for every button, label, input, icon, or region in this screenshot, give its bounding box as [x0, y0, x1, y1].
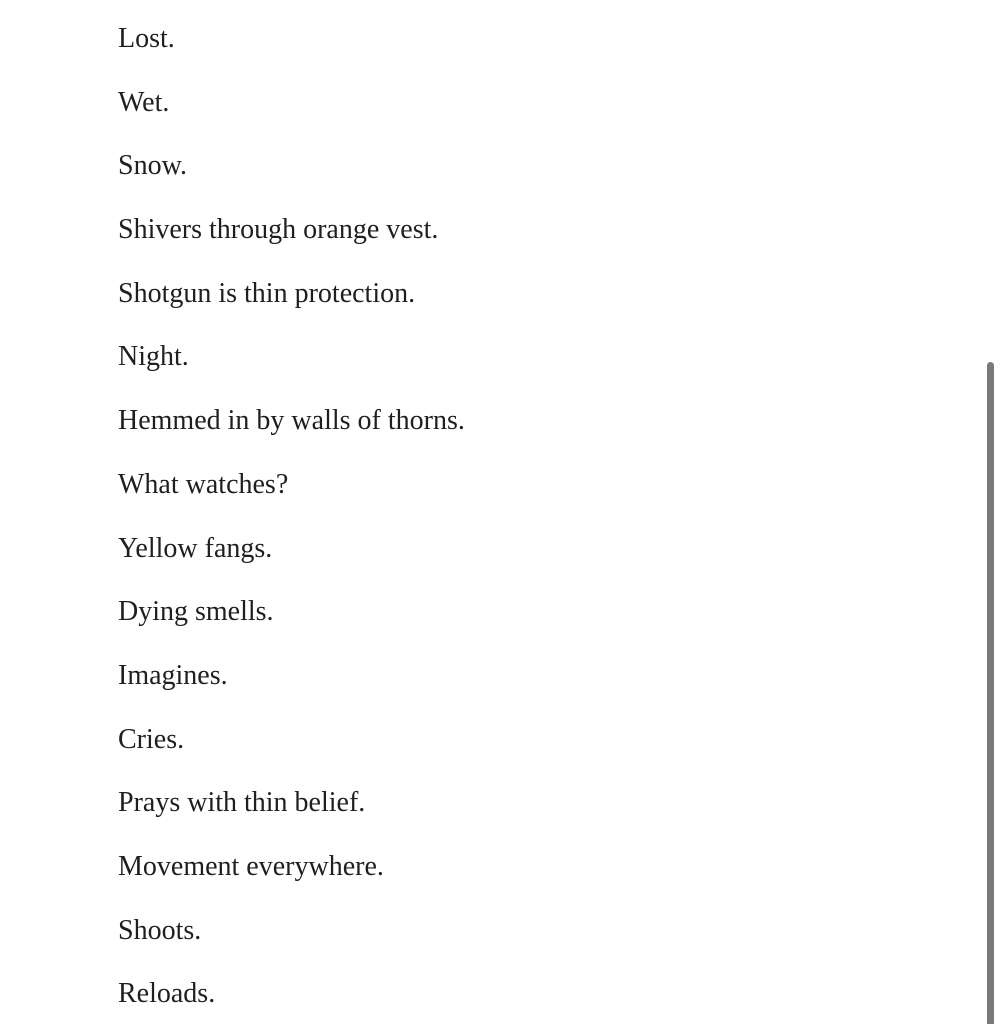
poem-line: Cries. — [118, 723, 185, 755]
poem-line: What watches? — [118, 468, 289, 500]
poem-line: Movement everywhere. — [118, 850, 384, 882]
poem-line: Reloads. — [118, 978, 216, 1010]
poem-line: Dying smells. — [118, 596, 274, 628]
poem-line: Night. — [118, 341, 189, 373]
poem-line: Shivers through orange vest. — [118, 214, 439, 246]
poem-line: Shoots. — [118, 914, 202, 946]
poem-line: Hemmed in by walls of thorns. — [118, 405, 465, 437]
poem-line: Imagines. — [118, 659, 228, 691]
poem-line: Yellow fangs. — [118, 532, 273, 564]
poem-line: Lost. — [118, 23, 175, 54]
poem-line: Shotgun is thin protection. — [118, 277, 416, 309]
poem-line: Prays with thin belief. — [118, 787, 366, 819]
poem-line: Snow. — [118, 150, 187, 182]
poem-line: Wet. — [118, 86, 170, 118]
scrollbar-thumb[interactable] — [987, 362, 994, 1024]
poem-text — [118, 20, 465, 1024]
